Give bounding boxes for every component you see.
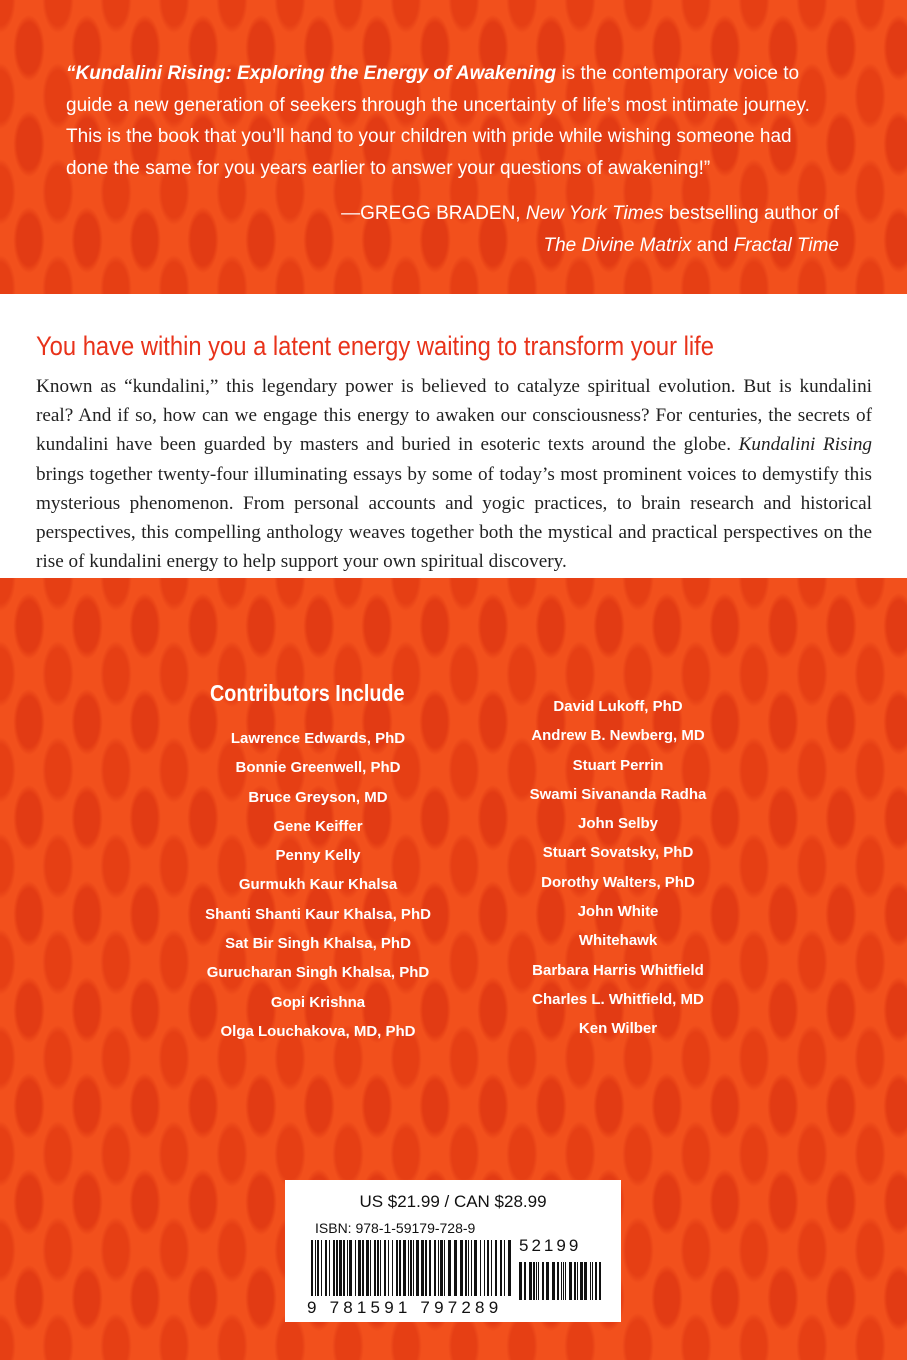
barcode-bar [343,1240,345,1296]
barcode-bar [546,1262,549,1300]
contributor-name: John White [577,903,659,921]
contributor-name: Dorothy Walters, PhD [541,873,695,891]
barcode-box [285,1180,621,1322]
contributor-name: Olga Louchakova, MD, PhD [220,1022,416,1040]
contributor-name: Shanti Shanti Kaur Khalsa, PhD [205,905,431,923]
barcode-bar [444,1240,445,1296]
barcode-bar [580,1262,583,1300]
barcode-bar [329,1240,330,1296]
barcode-digits: 9 781591 797289 [307,1298,503,1317]
contributor-name: Swami Sivananda Radha [529,785,707,803]
contributor-name: Gurmukh Kaur Khalsa [238,876,398,894]
contributors-title: Contributors Include [210,680,405,706]
attribution-author: —GREGG BRADEN, [341,203,526,224]
contributor-name: Penny Kelly [275,847,361,865]
barcode-bar [574,1262,576,1300]
barcode-bar [315,1240,316,1296]
barcode-bar [538,1262,539,1300]
contributor-name: Bruce Greyson, MD [248,788,388,806]
barcode-bar [460,1240,463,1296]
quote-book-title: “Kundalini Rising: Exploring the Energy of Awakening [66,63,557,84]
barcode-bar [366,1240,369,1296]
barcode-bar [500,1240,502,1296]
barcode-bar [533,1262,535,1300]
contributor-name: Stuart Perrin [572,756,664,774]
barcode-bar [590,1262,591,1300]
barcode-bar [388,1240,389,1296]
isbn-label: ISBN: 978-1-59179-728-9 [315,1220,476,1236]
barcode-bar [529,1262,532,1300]
price-label: US $21.99 / CAN $28.99 [359,1192,547,1211]
barcode-bar [487,1240,489,1296]
barcode-bar [592,1262,593,1300]
barcode-bar [333,1240,335,1296]
barcode-bar [317,1240,319,1296]
barcode-bar [377,1240,379,1296]
contributor-name: Gene Keiffer [273,817,363,835]
description-body-end: brings together twenty-four illuminating essays by some of today’s most prominent voices to demystify this mysterious phenomenon. From personal accounts and yogic practices, to brain research and historical perspectives, this compelling anthology weaves together both the mystical and practical perspectives on the rise of kundalini energy to help support your own spiritual discovery. [36,463,872,573]
contributor-name: Ken Wilber [578,1020,658,1038]
contributor-name: Barbara Harris Whitfield [532,961,704,979]
barcode-bar [355,1240,356,1296]
barcode-bar [599,1262,601,1300]
barcode-bar [468,1240,469,1296]
barcode-bar [349,1240,352,1296]
barcode-bar [403,1240,406,1296]
contributor-name: Sat Bir Singh Khalsa, PhD [225,935,411,953]
barcode-bar [374,1240,376,1296]
barcode-bar [396,1240,398,1296]
barcode-bar [561,1262,562,1300]
barcode-bar [495,1240,497,1296]
barcode-bar [448,1240,451,1296]
contributor-name: Charles L. Whitfield, MD [532,990,704,1008]
barcode-bar [413,1240,414,1296]
barcode-bar [557,1262,559,1300]
barcode-bar [577,1262,578,1300]
contributor-name: Andrew B. Newberg, MD [531,727,705,745]
barcode-bar [504,1240,505,1296]
barcode-bar [429,1240,431,1296]
barcode-bar [339,1240,342,1296]
contributor-name: Bonnie Greenwell, PhD [235,759,401,777]
barcode-bar [416,1240,419,1296]
barcode-bar [563,1262,564,1300]
barcode-bar [542,1262,544,1300]
barcode-bar [595,1262,597,1300]
endorsement-quote [66,58,826,184]
barcode-bar [552,1262,555,1300]
attribution-line-1 [239,198,839,230]
contributor-name: Whitehawk [578,932,658,950]
barcode-bar [399,1240,401,1296]
barcode-bar [358,1240,361,1296]
attribution-suffix: bestselling author of [663,203,839,224]
attribution-book-one: The Divine Matrix [543,234,692,256]
barcode-bar [325,1240,327,1296]
barcode-bar [370,1240,371,1296]
barcode-bar [408,1240,409,1296]
attribution-publication: New York Times [525,203,664,224]
attribution-line-2 [239,230,839,262]
barcode-bar [508,1240,511,1296]
barcode-bar [480,1240,481,1296]
barcode-bar [491,1240,492,1296]
description-headline: You have within you a latent energy waiting to transform your life [36,331,714,361]
quote-text: is the contemporary voice to guide a new generation of seekers through the uncertainty of life’s most intimate journey. This is the book that you’ll hand to your children with pride while wishing someone had done the same for you years earlier to answer your questions of awakening!” [66,63,810,179]
barcode-bar [565,1262,566,1300]
description-body [36,372,872,576]
barcode-bar [536,1262,537,1300]
contributor-name: Lawrence Edwards, PhD [230,730,406,747]
barcode-bar [584,1262,587,1300]
contributor-name: Stuart Sovatsky, PhD [542,844,694,862]
description-body-start: Known as “kundalini,” this legendary power is believed to catalyze spiritual evolution. But is kundalini real? And if so, how can we engage this energy to awaken our consciousness? For centuries, the secrets of kundalini have been guarded by masters and buried in esoteric texts around the globe. [36,376,872,456]
contributor-name: John Selby [577,815,659,833]
barcode-bar [474,1240,477,1296]
barcode-bar [440,1240,443,1296]
contributors-left-column [188,724,448,1046]
isbn-barcode [309,1240,513,1296]
barcode-bar [421,1240,424,1296]
barcode-bar [384,1240,386,1296]
barcode-bar [519,1262,522,1300]
barcode-bar [410,1240,412,1296]
barcode-bar [311,1240,313,1296]
barcode-bar [425,1240,427,1296]
addon-digits: 52199 [519,1236,582,1255]
contributors-right-column [488,692,748,1044]
barcode-bar [380,1240,381,1296]
barcode-bar [321,1240,322,1296]
barcode-bar [336,1240,338,1296]
barcode-bar [362,1240,364,1296]
barcode-bar [347,1240,348,1296]
attribution-book-two: Fractal Time [733,234,839,256]
barcode-bar [569,1262,572,1300]
barcode-bar [471,1240,472,1296]
barcode-bar [392,1240,393,1296]
quote-attribution [239,198,839,261]
description-book-title: Kundalini Rising [738,434,873,456]
barcode-bar [524,1262,526,1300]
barcode-bar [465,1240,467,1296]
barcode-bar [434,1240,436,1296]
contributor-name: Gurucharan Singh Khalsa, PhD [206,964,430,982]
barcode-bar [454,1240,457,1296]
attribution-and: and [691,234,734,256]
contributor-name: David Lukoff, PhD [553,698,683,715]
contributor-name: Gopi Krishna [270,993,366,1011]
barcode-bar [438,1240,439,1296]
barcode-bar [484,1240,485,1296]
